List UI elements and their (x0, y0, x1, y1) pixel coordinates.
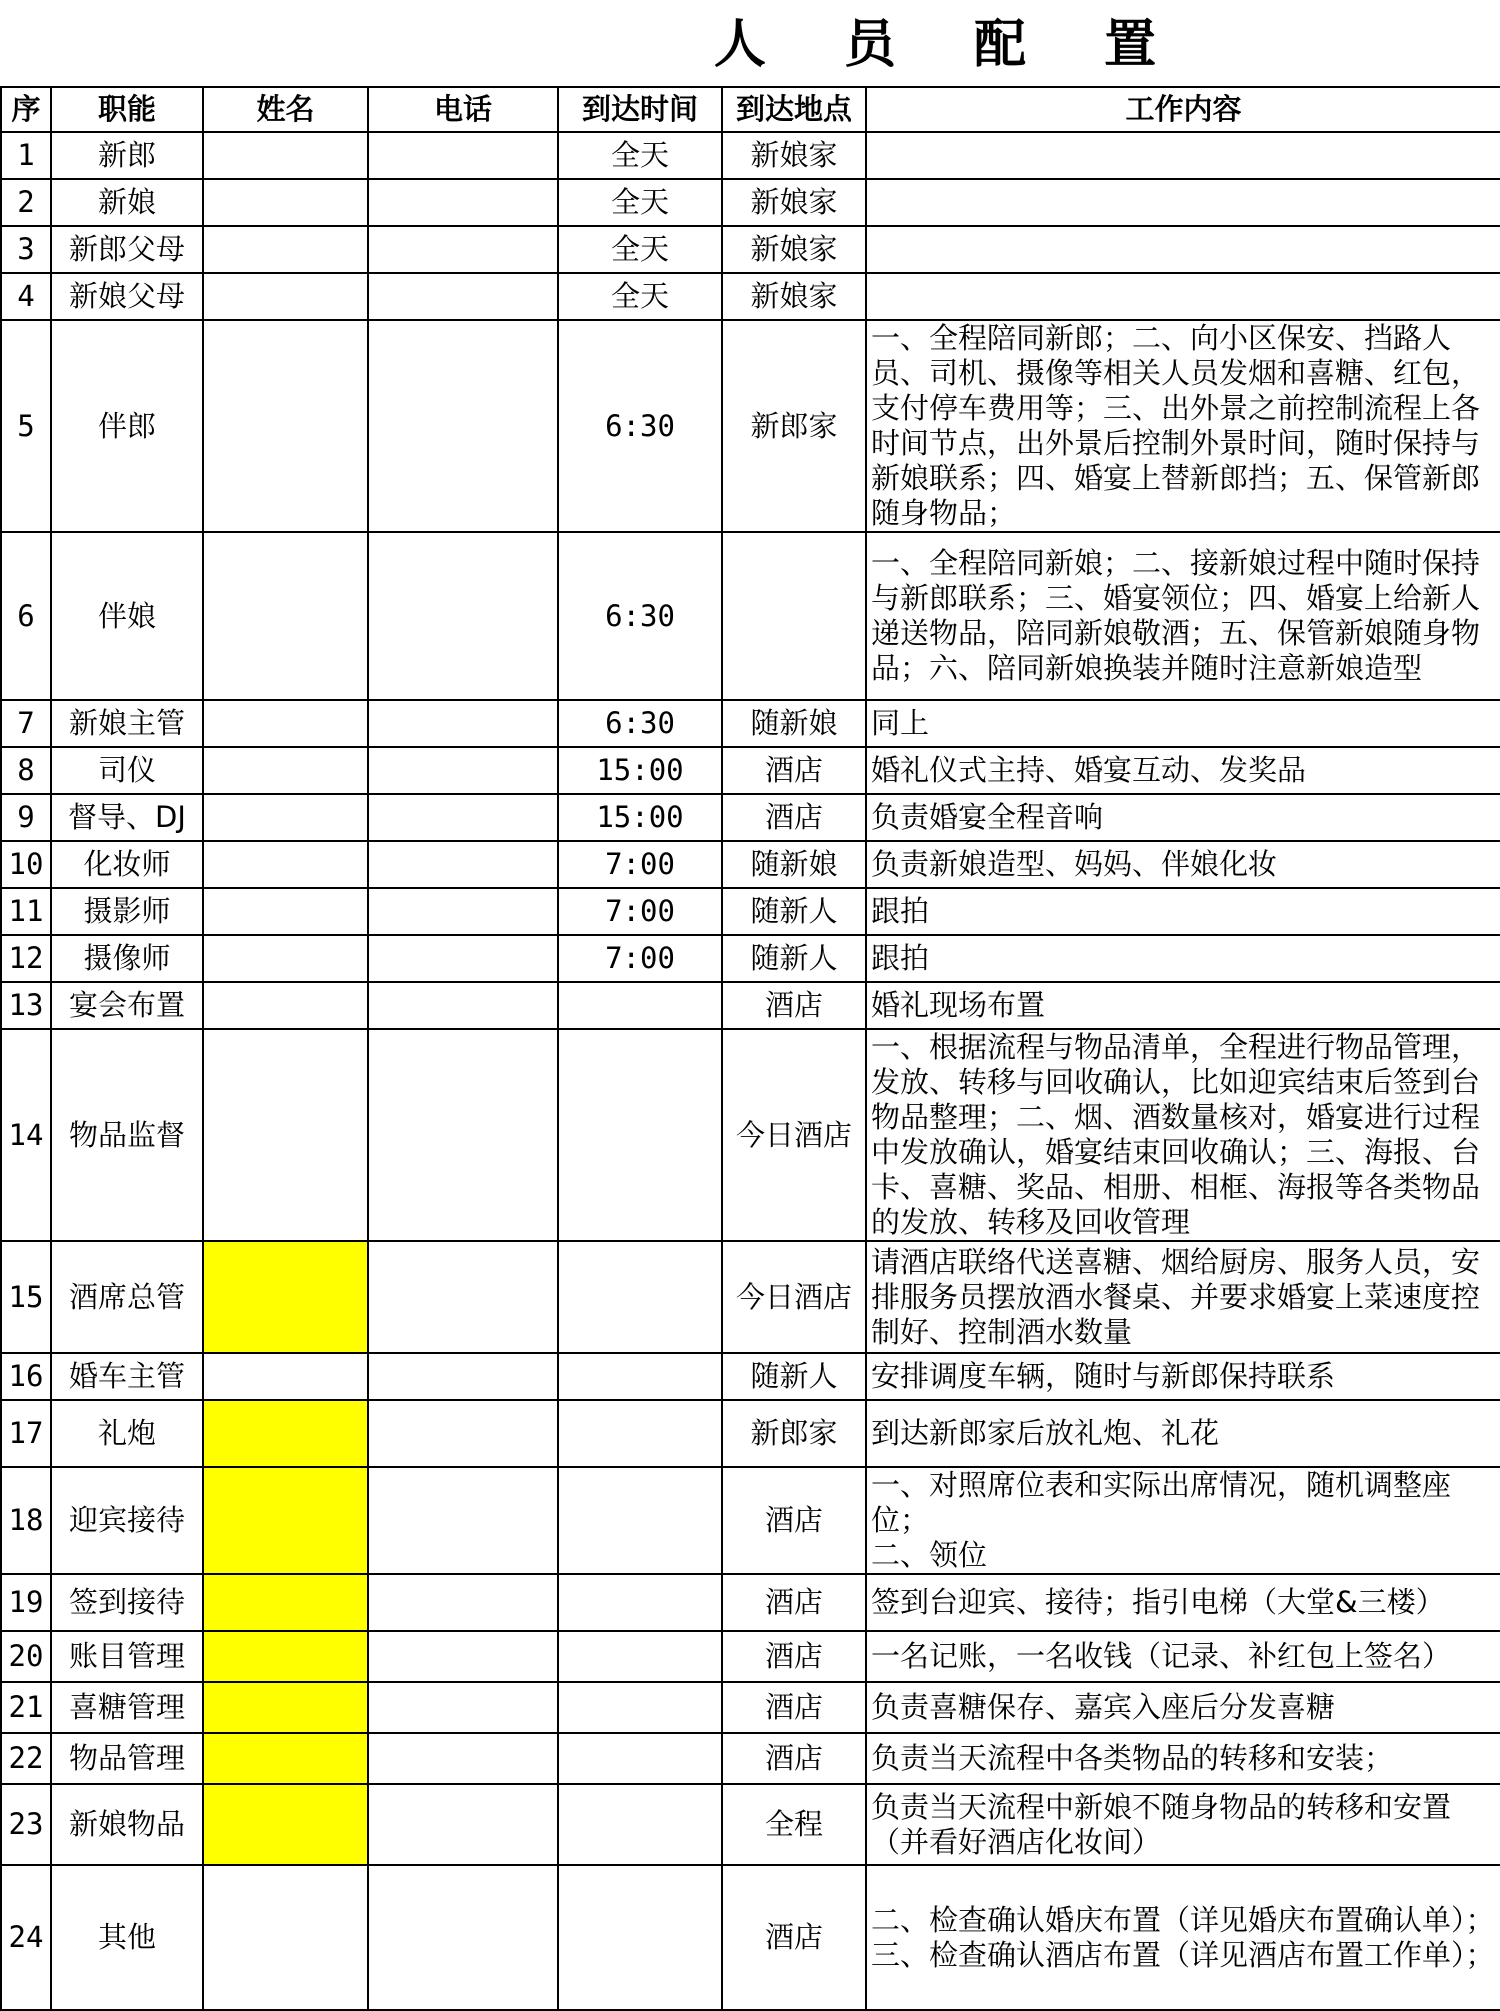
cell-place[interactable]: 酒店 (722, 1865, 866, 2010)
cell-work[interactable]: 负责婚宴全程音响 (866, 794, 1500, 841)
cell-phone[interactable] (368, 1784, 558, 1865)
cell-place[interactable]: 酒店 (722, 982, 866, 1029)
cell-time[interactable]: 7:00 (558, 888, 722, 935)
cell-role[interactable]: 摄影师 (51, 888, 203, 935)
cell-name[interactable] (203, 1241, 368, 1353)
cell-work[interactable] (866, 132, 1500, 179)
cell-name[interactable] (203, 1467, 368, 1574)
cell-phone[interactable] (368, 982, 558, 1029)
cell-time[interactable]: 全天 (558, 132, 722, 179)
cell-seq[interactable]: 1 (1, 132, 51, 179)
header-name: 姓名 (203, 87, 368, 132)
cell-seq[interactable]: 13 (1, 982, 51, 1029)
header-time: 到达时间 (558, 87, 722, 132)
cell-phone[interactable] (368, 132, 558, 179)
table-row (1, 1784, 1500, 1865)
cell-role[interactable]: 新娘 (51, 179, 203, 226)
cell-name[interactable] (203, 1631, 368, 1682)
cell-name[interactable] (203, 794, 368, 841)
cell-time[interactable] (558, 1467, 722, 1574)
cell-role[interactable]: 新郎父母 (51, 226, 203, 273)
cell-time[interactable]: 全天 (558, 179, 722, 226)
cell-time[interactable]: 6:30 (558, 532, 722, 700)
cell-seq[interactable]: 22 (1, 1733, 51, 1784)
cell-role[interactable]: 物品管理 (51, 1733, 203, 1784)
cell-phone[interactable] (368, 1400, 558, 1467)
cell-name[interactable] (203, 1353, 368, 1400)
cell-place[interactable]: 酒店 (722, 747, 866, 794)
cell-name[interactable] (203, 935, 368, 982)
cell-work[interactable]: 到达新郎家后放礼炮、礼花 (866, 1400, 1500, 1467)
cell-seq[interactable]: 10 (1, 841, 51, 888)
cell-phone[interactable] (368, 841, 558, 888)
cell-phone[interactable] (368, 532, 558, 700)
cell-name[interactable] (203, 179, 368, 226)
table-row (1, 935, 1500, 982)
cell-work[interactable] (866, 179, 1500, 226)
table-row (1, 532, 1500, 700)
cell-role[interactable]: 督导、DJ (51, 794, 203, 841)
cell-name[interactable] (203, 982, 368, 1029)
cell-name[interactable] (203, 532, 368, 700)
cell-place[interactable]: 酒店 (722, 1467, 866, 1574)
table-row (1, 179, 1500, 226)
cell-phone[interactable] (368, 1574, 558, 1631)
cell-role[interactable]: 伴郎 (51, 320, 203, 532)
cell-role[interactable]: 伴娘 (51, 532, 203, 700)
cell-seq[interactable]: 12 (1, 935, 51, 982)
cell-work[interactable]: 请酒店联络代送喜糖、烟给厨房、服务人员，安排服务员摆放酒水餐桌、并要求婚宴上菜速度控制好、控制酒水数量 (866, 1241, 1500, 1353)
cell-seq[interactable]: 18 (1, 1467, 51, 1574)
table-row (1, 273, 1500, 320)
cell-place[interactable]: 随新人 (722, 935, 866, 982)
table-row (1, 1353, 1500, 1400)
cell-name[interactable] (203, 1029, 368, 1241)
cell-place[interactable]: 酒店 (722, 1631, 866, 1682)
cell-time[interactable] (558, 1865, 722, 2010)
cell-place[interactable] (722, 532, 866, 700)
cell-role[interactable]: 酒席总管 (51, 1241, 203, 1353)
cell-time[interactable] (558, 1631, 722, 1682)
cell-phone[interactable] (368, 935, 558, 982)
cell-seq[interactable]: 3 (1, 226, 51, 273)
cell-role[interactable]: 新娘父母 (51, 273, 203, 320)
cell-phone[interactable] (368, 1682, 558, 1733)
cell-seq[interactable]: 7 (1, 700, 51, 747)
cell-name[interactable] (203, 1865, 368, 2010)
header-phone: 电话 (368, 87, 558, 132)
cell-work[interactable]: 一名记账，一名收钱（记录、补红包上签名） (866, 1631, 1500, 1682)
cell-place[interactable]: 全程 (722, 1784, 866, 1865)
cell-name[interactable] (203, 841, 368, 888)
cell-role[interactable]: 新郎 (51, 132, 203, 179)
sheet-title: 人 员 配 置 (713, 15, 1187, 75)
cell-time[interactable]: 全天 (558, 226, 722, 273)
cell-name[interactable] (203, 1733, 368, 1784)
cell-work[interactable]: 婚礼现场布置 (866, 982, 1500, 1029)
header-row (1, 87, 1500, 132)
table-row (1, 132, 1500, 179)
cell-phone[interactable] (368, 794, 558, 841)
cell-time[interactable] (558, 1400, 722, 1467)
cell-time[interactable] (558, 1733, 722, 1784)
cell-time[interactable]: 15:00 (558, 794, 722, 841)
cell-role[interactable]: 礼炮 (51, 1400, 203, 1467)
cell-phone[interactable] (368, 320, 558, 532)
cell-role[interactable]: 其他 (51, 1865, 203, 2010)
title-row (0, 0, 1500, 88)
cell-name[interactable] (203, 320, 368, 532)
cell-seq[interactable]: 24 (1, 1865, 51, 2010)
cell-role[interactable]: 摄像师 (51, 935, 203, 982)
cell-phone[interactable] (368, 1631, 558, 1682)
cell-name[interactable] (203, 1784, 368, 1865)
cell-seq[interactable]: 19 (1, 1574, 51, 1631)
table-row (1, 700, 1500, 747)
cell-role[interactable]: 签到接待 (51, 1574, 203, 1631)
cell-work[interactable]: 负责喜糖保存、嘉宾入座后分发喜糖 (866, 1682, 1500, 1733)
cell-role[interactable]: 化妆师 (51, 841, 203, 888)
cell-time[interactable]: 7:00 (558, 841, 722, 888)
cell-seq[interactable]: 16 (1, 1353, 51, 1400)
cell-work[interactable]: 负责当天流程中新娘不随身物品的转移和安置（并看好酒店化妆间） (866, 1784, 1500, 1865)
cell-role[interactable]: 喜糖管理 (51, 1682, 203, 1733)
cell-phone[interactable] (368, 1241, 558, 1353)
table-row (1, 1241, 1500, 1353)
cell-role[interactable]: 迎宾接待 (51, 1467, 203, 1574)
table-row (1, 747, 1500, 794)
cell-work[interactable]: 安排调度车辆，随时与新郎保持联系 (866, 1353, 1500, 1400)
table-row (1, 1682, 1500, 1733)
cell-name[interactable] (203, 132, 368, 179)
cell-time[interactable] (558, 1784, 722, 1865)
cell-work[interactable]: 二、检查确认婚庆布置（详见婚庆布置确认单）； 三、检查确认酒店布置（详见酒店布置工作单）； (866, 1865, 1500, 2010)
cell-seq[interactable]: 8 (1, 747, 51, 794)
cell-place[interactable]: 酒店 (722, 794, 866, 841)
cell-phone[interactable] (368, 1733, 558, 1784)
cell-seq[interactable]: 17 (1, 1400, 51, 1467)
cell-place[interactable]: 随新娘 (722, 700, 866, 747)
cell-work[interactable]: 签到台迎宾、接待；指引电梯（大堂&三楼） (866, 1574, 1500, 1631)
cell-seq[interactable]: 11 (1, 888, 51, 935)
cell-phone[interactable] (368, 179, 558, 226)
cell-place[interactable]: 今日酒店 (722, 1029, 866, 1241)
table-row (1, 1467, 1500, 1574)
cell-time[interactable]: 6:30 (558, 700, 722, 747)
cell-work[interactable]: 同上 (866, 700, 1500, 747)
cell-seq[interactable]: 21 (1, 1682, 51, 1733)
cell-seq[interactable]: 15 (1, 1241, 51, 1353)
cell-role[interactable]: 婚车主管 (51, 1353, 203, 1400)
cell-place[interactable]: 随新娘 (722, 841, 866, 888)
table-row (1, 1029, 1500, 1241)
cell-place[interactable]: 酒店 (722, 1682, 866, 1733)
cell-seq[interactable]: 2 (1, 179, 51, 226)
cell-role[interactable]: 新娘主管 (51, 700, 203, 747)
cell-place[interactable]: 新郎家 (722, 320, 866, 532)
cell-work[interactable] (866, 226, 1500, 273)
cell-seq[interactable]: 6 (1, 532, 51, 700)
table-row (1, 226, 1500, 273)
cell-work[interactable]: 一、全程陪同新娘；二、接新娘过程中随时保持与新郎联系；三、婚宴领位；四、婚宴上给新人递送物品，陪同新娘敬酒；五、保管新娘随身物品；六、陪同新娘换装并随时注意新娘造型 (866, 532, 1500, 700)
cell-time[interactable] (558, 1682, 722, 1733)
cell-phone[interactable] (368, 888, 558, 935)
cell-role[interactable]: 宴会布置 (51, 982, 203, 1029)
cell-work[interactable]: 一、根据流程与物品清单，全程进行物品管理，发放、转移与回收确认，比如迎宾结束后签到台物品整理；二、烟、酒数量核对，婚宴进行过程中发放确认，婚宴结束回收确认；三、海报、台卡、喜糖、奖品、相册、相框、海报等各类物品的发放、转移及回收管理 (866, 1029, 1500, 1241)
cell-time[interactable] (558, 1241, 722, 1353)
table-row (1, 888, 1500, 935)
cell-time[interactable]: 全天 (558, 273, 722, 320)
cell-name[interactable] (203, 700, 368, 747)
cell-role[interactable]: 新娘物品 (51, 1784, 203, 1865)
header-seq: 序 (1, 87, 51, 132)
cell-place[interactable]: 今日酒店 (722, 1241, 866, 1353)
cell-seq[interactable]: 20 (1, 1631, 51, 1682)
cell-name[interactable] (203, 1574, 368, 1631)
table-row (1, 1400, 1500, 1467)
cell-work[interactable]: 一、全程陪同新郎；二、向小区保安、挡路人员、司机、摄像等相关人员发烟和喜糖、红包，支付停车费用等；三、出外景之前控制流程上各时间节点，出外景后控制外景时间，随时保持与新娘联系；四、婚宴上替新郎挡；五、保管新郎随身物品； (866, 320, 1500, 532)
cell-time[interactable] (558, 982, 722, 1029)
table-row (1, 982, 1500, 1029)
table-row (1, 1733, 1500, 1784)
table-row (1, 841, 1500, 888)
cell-phone[interactable] (368, 1029, 558, 1241)
cell-phone[interactable] (368, 700, 558, 747)
table-row (1, 1574, 1500, 1631)
table-row (1, 794, 1500, 841)
cell-phone[interactable] (368, 1865, 558, 2010)
cell-name[interactable] (203, 226, 368, 273)
cell-phone[interactable] (368, 1467, 558, 1574)
cell-name[interactable] (203, 1682, 368, 1733)
cell-work[interactable]: 负责新娘造型、妈妈、伴娘化妆 (866, 841, 1500, 888)
cell-seq[interactable]: 23 (1, 1784, 51, 1865)
cell-place[interactable]: 新娘家 (722, 179, 866, 226)
cell-role[interactable]: 物品监督 (51, 1029, 203, 1241)
cell-seq[interactable]: 4 (1, 273, 51, 320)
cell-phone[interactable] (368, 1353, 558, 1400)
cell-time[interactable] (558, 1353, 722, 1400)
cell-name[interactable] (203, 888, 368, 935)
cell-place[interactable]: 新娘家 (722, 132, 866, 179)
cell-name[interactable] (203, 273, 368, 320)
cell-place[interactable]: 新娘家 (722, 226, 866, 273)
header-place: 到达地点 (722, 87, 866, 132)
cell-name[interactable] (203, 747, 368, 794)
table-row (1, 1865, 1500, 2010)
cell-role[interactable]: 司仪 (51, 747, 203, 794)
cell-time[interactable]: 6:30 (558, 320, 722, 532)
cell-place[interactable]: 新娘家 (722, 273, 866, 320)
cell-seq[interactable]: 5 (1, 320, 51, 532)
cell-work[interactable]: 跟拍 (866, 935, 1500, 982)
cell-place[interactable]: 酒店 (722, 1733, 866, 1784)
cell-work[interactable]: 一、对照席位表和实际出席情况，随机调整座位； 二、领位 (866, 1467, 1500, 1574)
table-row (1, 320, 1500, 532)
cell-time[interactable] (558, 1029, 722, 1241)
table-row (1, 1631, 1500, 1682)
cell-work[interactable] (866, 273, 1500, 320)
cell-time[interactable] (558, 1574, 722, 1631)
cell-work[interactable]: 跟拍 (866, 888, 1500, 935)
cell-place[interactable]: 酒店 (722, 1574, 866, 1631)
cell-seq[interactable]: 14 (1, 1029, 51, 1241)
cell-phone[interactable] (368, 226, 558, 273)
header-work: 工作内容 (866, 87, 1500, 132)
cell-work[interactable]: 婚礼仪式主持、婚宴互动、发奖品 (866, 747, 1500, 794)
cell-seq[interactable]: 9 (1, 794, 51, 841)
cell-time[interactable]: 7:00 (558, 935, 722, 982)
staff-table (0, 86, 1500, 2011)
cell-name[interactable] (203, 1400, 368, 1467)
cell-phone[interactable] (368, 747, 558, 794)
cell-place[interactable]: 随新人 (722, 1353, 866, 1400)
cell-place[interactable]: 随新人 (722, 888, 866, 935)
header-role: 职能 (51, 87, 203, 132)
cell-time[interactable]: 15:00 (558, 747, 722, 794)
cell-role[interactable]: 账目管理 (51, 1631, 203, 1682)
cell-work[interactable]: 负责当天流程中各类物品的转移和安装； (866, 1733, 1500, 1784)
cell-phone[interactable] (368, 273, 558, 320)
cell-place[interactable]: 新郎家 (722, 1400, 866, 1467)
